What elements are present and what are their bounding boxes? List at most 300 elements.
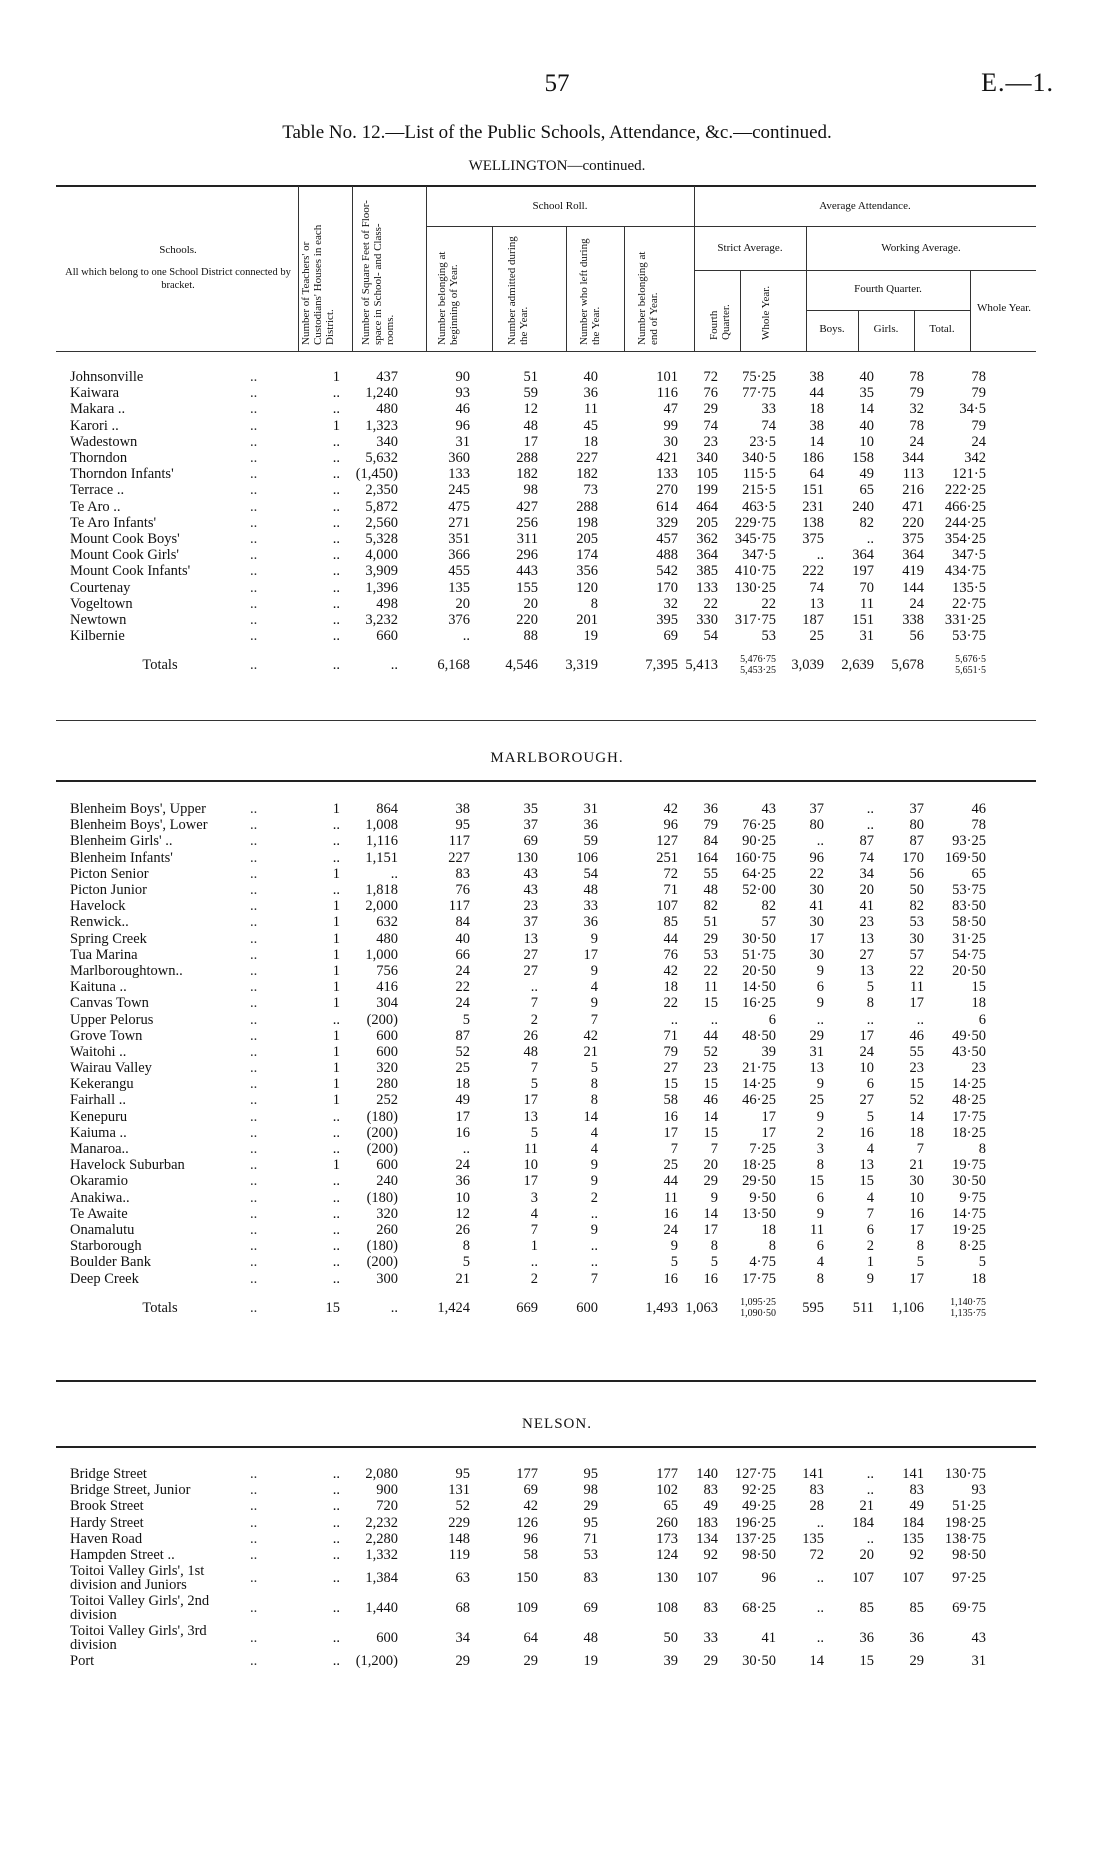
leader-dots: .. <box>250 433 258 450</box>
cell-h: 1 <box>332 930 340 947</box>
cell-end: 108 <box>656 1600 678 1617</box>
leader-dots: .. <box>250 1141 258 1158</box>
school-name: Kaiuma .. <box>70 1124 127 1141</box>
cell-wy: 53·75 <box>952 628 986 645</box>
total-h: .. <box>332 657 340 674</box>
cell-girls: 1 <box>866 1254 874 1271</box>
cell-sq: 300 <box>376 1270 398 1287</box>
totals-label: Totals <box>142 657 178 674</box>
table-row <box>70 850 986 866</box>
cell-adm: .. <box>530 1254 538 1271</box>
cell-wy: 93·25 <box>952 833 986 850</box>
school-name: Boulder Bank <box>70 1254 151 1271</box>
cell-adm: 109 <box>516 1600 538 1617</box>
cell-boys: 25 <box>809 1092 824 1109</box>
cell-beg: 24 <box>455 995 470 1012</box>
cell-girls: 40 <box>859 417 874 434</box>
cell-h: 1 <box>332 1027 340 1044</box>
cell-left: 36 <box>583 914 598 931</box>
cell-end: 71 <box>663 882 678 899</box>
leader-dots: .. <box>250 1299 258 1316</box>
cell-tot: 11 <box>910 979 924 996</box>
cell-sw: 77·75 <box>742 385 776 402</box>
cell-sw: 46·25 <box>742 1092 776 1109</box>
leader-dots: .. <box>250 1076 258 1093</box>
cell-sw: 43 <box>761 801 776 818</box>
cell-girls: 85 <box>859 1600 874 1617</box>
cell-girls: 107 <box>852 1570 874 1587</box>
cell-sq: (200) <box>366 1011 398 1028</box>
cell-s4: 48 <box>703 882 718 899</box>
cell-beg: 31 <box>455 433 470 450</box>
cell-girls: 34 <box>859 865 874 882</box>
col-divider <box>566 226 567 351</box>
total-adm: 4,546 <box>505 657 538 674</box>
leader-dots: .. <box>250 898 258 915</box>
leader-dots: .. <box>250 514 258 531</box>
cell-tot: 17 <box>909 1270 924 1287</box>
cell-adm: 69 <box>523 833 538 850</box>
cell-sq: (200) <box>366 1124 398 1141</box>
cell-end: 16 <box>663 1108 678 1125</box>
cell-girls: 27 <box>859 1092 874 1109</box>
cell-adm: 29 <box>523 1653 538 1670</box>
cell-end: 329 <box>656 514 678 531</box>
cell-sq: 320 <box>376 1060 398 1077</box>
cell-end: 79 <box>663 1043 678 1060</box>
cell-beg: 10 <box>455 1189 470 1206</box>
cell-boys: 222 <box>802 563 824 580</box>
table-row <box>70 1141 986 1157</box>
school-name: Makara .. <box>70 401 126 418</box>
cell-adm: 5 <box>530 1076 538 1093</box>
leader-dots: .. <box>250 1027 258 1044</box>
cell-end: 42 <box>663 801 678 818</box>
cell-end: 76 <box>663 946 678 963</box>
total-sq: .. <box>390 1299 398 1316</box>
table-row <box>70 1173 986 1189</box>
cell-sq: 1,240 <box>365 385 398 402</box>
cell-wy: 222·25 <box>944 482 986 499</box>
cell-sw: 196·25 <box>734 1514 776 1531</box>
cell-s4: 76 <box>703 385 718 402</box>
cell-sq: 1,323 <box>365 417 398 434</box>
total-boys: 3,039 <box>791 657 824 674</box>
cell-sw: 463·5 <box>742 498 776 515</box>
cell-sw: 17 <box>761 1108 776 1125</box>
total-strict-whole-year-a: 5,476·75 <box>740 654 776 666</box>
cell-s4: 84 <box>703 833 718 850</box>
cell-s4: 82 <box>703 898 718 915</box>
cell-h: .. <box>332 1600 340 1617</box>
cell-tot: 14 <box>909 1108 924 1125</box>
cell-tot: 21 <box>909 1157 924 1174</box>
cell-end: 542 <box>656 563 678 580</box>
school-name: Kenepuru <box>70 1108 128 1125</box>
cell-left: 9 <box>590 1221 598 1238</box>
cell-beg: 46 <box>455 401 470 418</box>
cell-tot: 57 <box>909 946 924 963</box>
cell-wy: 14·75 <box>952 1205 986 1222</box>
cell-boys: 187 <box>802 611 824 628</box>
cell-wy: 78 <box>971 369 986 386</box>
table-row <box>70 931 986 947</box>
cell-boys: 74 <box>809 579 824 596</box>
cell-girls: 158 <box>852 450 874 467</box>
cell-sw: 410·75 <box>734 563 776 580</box>
cell-left: 9 <box>590 995 598 1012</box>
cell-tot: 344 <box>902 450 924 467</box>
cell-end: 44 <box>663 930 678 947</box>
cell-adm: 2 <box>530 1270 538 1287</box>
school-name: Mount Cook Girls' <box>70 547 179 564</box>
cell-left: 71 <box>583 1530 598 1547</box>
cell-s4: 385 <box>696 563 718 580</box>
cell-wy: 49·50 <box>952 1027 986 1044</box>
school-name: Mount Cook Infants' <box>70 563 191 580</box>
cell-sw: 68·25 <box>742 1600 776 1617</box>
cell-h: .. <box>332 547 340 564</box>
cell-left: 8 <box>590 1092 598 1109</box>
cell-adm: 20 <box>523 595 538 612</box>
header-total: Total. <box>929 323 955 335</box>
cell-adm: 88 <box>523 628 538 645</box>
cell-adm: 5 <box>530 1124 538 1141</box>
cell-adm: 64 <box>523 1630 538 1647</box>
cell-tot: 113 <box>902 466 924 483</box>
cell-girls: 16 <box>859 1124 874 1141</box>
cell-wy: 6 <box>978 1011 986 1028</box>
cell-sw: 51·75 <box>742 946 776 963</box>
leader-dots: .. <box>250 1270 258 1287</box>
leader-dots: .. <box>250 369 258 386</box>
cell-s4: 92 <box>703 1547 718 1564</box>
cell-wy: 93 <box>971 1482 986 1499</box>
col-divider <box>298 186 299 351</box>
table-row <box>70 1060 986 1076</box>
cell-tot: 53 <box>909 914 924 931</box>
cell-boys: .. <box>816 1011 824 1028</box>
school-name: Grove Town <box>70 1027 143 1044</box>
cell-end: 9 <box>670 1238 678 1255</box>
cell-adm: 177 <box>516 1466 538 1483</box>
cell-s4: 16 <box>703 1270 718 1287</box>
cell-sq: 252 <box>376 1092 398 1109</box>
cell-sw: 137·25 <box>734 1530 776 1547</box>
cell-s4: 134 <box>696 1530 718 1547</box>
cell-boys: 44 <box>809 385 824 402</box>
header-strict-fourth-quarter: Fourth Quarter. <box>708 304 732 340</box>
cell-s4: 9 <box>710 1189 718 1206</box>
cell-h: 1 <box>332 946 340 963</box>
cell-left: 4 <box>590 1124 598 1141</box>
cell-wy: 23 <box>971 1060 986 1077</box>
cell-s4: 22 <box>703 595 718 612</box>
school-name: Thorndon <box>70 450 128 467</box>
cell-adm: 3 <box>530 1189 538 1206</box>
leader-dots: .. <box>250 1254 258 1271</box>
cell-end: 177 <box>656 1466 678 1483</box>
cell-beg: 119 <box>448 1547 470 1564</box>
table-row <box>70 1623 986 1653</box>
cell-sq: 437 <box>376 369 398 386</box>
leader-dots: .. <box>250 962 258 979</box>
cell-sq: 320 <box>376 1205 398 1222</box>
cell-sw: 18·25 <box>742 1157 776 1174</box>
cell-wy: 169·50 <box>944 849 986 866</box>
cell-s4: 107 <box>696 1570 718 1587</box>
header-roll-admitted: Number admitted during the Year. <box>506 236 530 345</box>
leader-dots: .. <box>250 1043 258 1060</box>
cell-left: 83 <box>583 1570 598 1587</box>
leader-dots: .. <box>250 1630 258 1647</box>
cell-adm: 69 <box>523 1482 538 1499</box>
cell-end: 50 <box>663 1630 678 1647</box>
cell-wy: 83·50 <box>952 898 986 915</box>
cell-left: 8 <box>590 595 598 612</box>
cell-adm: 130 <box>516 849 538 866</box>
cell-boys: 13 <box>809 595 824 612</box>
cell-sq: 1,332 <box>365 1547 398 1564</box>
cell-end: 42 <box>663 962 678 979</box>
cell-end: 18 <box>663 979 678 996</box>
table-row <box>70 1125 986 1141</box>
cell-sq: 498 <box>376 595 398 612</box>
cell-boys: 30 <box>809 882 824 899</box>
cell-left: 2 <box>590 1189 598 1206</box>
school-name: Haven Road <box>70 1530 143 1547</box>
cell-sw: 23·5 <box>749 433 776 450</box>
cell-boys: 30 <box>809 914 824 931</box>
cell-left: 11 <box>584 401 598 418</box>
cell-s4: 53 <box>703 946 718 963</box>
table-row <box>70 947 986 963</box>
cell-s4: 72 <box>703 369 718 386</box>
cell-h: .. <box>332 1466 340 1483</box>
cell-boys: 138 <box>802 514 824 531</box>
cell-s4: 49 <box>703 1498 718 1515</box>
leader-dots: .. <box>250 1238 258 1255</box>
cell-h: .. <box>332 401 340 418</box>
cell-sq: 2,350 <box>365 482 398 499</box>
cell-s4: 14 <box>703 1205 718 1222</box>
cell-sw: 92·25 <box>742 1482 776 1499</box>
cell-girls: 87 <box>859 833 874 850</box>
cell-girls: 40 <box>859 369 874 386</box>
cell-tot: 15 <box>909 1076 924 1093</box>
cell-h: .. <box>332 1238 340 1255</box>
cell-wy: 58·50 <box>952 914 986 931</box>
cell-left: 95 <box>583 1514 598 1531</box>
cell-boys: 186 <box>802 450 824 467</box>
cell-sw: 64·25 <box>742 865 776 882</box>
cell-adm: 2 <box>530 1011 538 1028</box>
cell-end: 30 <box>663 433 678 450</box>
cell-left: 182 <box>576 466 598 483</box>
cell-left: 54 <box>583 865 598 882</box>
leader-dots: .. <box>250 979 258 996</box>
cell-boys: .. <box>816 1600 824 1617</box>
cell-adm: 43 <box>523 882 538 899</box>
cell-wy: 347·5 <box>952 547 986 564</box>
cell-adm: 1 <box>530 1238 538 1255</box>
cell-left: 174 <box>576 547 598 564</box>
cell-sq: 1,151 <box>365 849 398 866</box>
cell-left: 36 <box>583 817 598 834</box>
cell-sw: 17·75 <box>742 1270 776 1287</box>
school-name: Brook Street <box>70 1498 144 1515</box>
cell-sw: 127·75 <box>734 1466 776 1483</box>
total-tot: 1,106 <box>891 1299 924 1316</box>
cell-adm: 7 <box>530 1060 538 1077</box>
cell-boys: 9 <box>816 995 824 1012</box>
table-row <box>70 1466 986 1482</box>
totals-row <box>70 644 986 676</box>
header-square-feet: Number of Square Feet of Floor-space in School- and Class-rooms. <box>360 200 396 345</box>
cell-girls: 6 <box>866 1076 874 1093</box>
cell-sw: 16·25 <box>742 995 776 1012</box>
cell-girls: .. <box>866 1011 874 1028</box>
total-end: 7,395 <box>645 657 678 674</box>
cell-boys: 375 <box>802 530 824 547</box>
cell-s4: 364 <box>696 547 718 564</box>
cell-left: 227 <box>576 450 598 467</box>
cell-end: 39 <box>663 1653 678 1670</box>
cell-wy: 30·50 <box>952 1173 986 1190</box>
school-name: Toitoi Valley Girls', 2nd division <box>70 1593 210 1624</box>
cell-sq: 720 <box>376 1498 398 1515</box>
cell-sw: 8 <box>768 1238 776 1255</box>
cell-boys: 28 <box>809 1498 824 1515</box>
header-teachers-houses: Number of Teachers' or Custodians' Houses in each District. <box>300 224 336 345</box>
table-row <box>70 1028 986 1044</box>
cell-wy: 78 <box>971 817 986 834</box>
cell-left: 73 <box>583 482 598 499</box>
cell-boys: 13 <box>809 1060 824 1077</box>
school-name: Kilbernie <box>70 628 125 645</box>
cell-s4: .. <box>710 1011 718 1028</box>
total-s4: 1,063 <box>685 1299 718 1316</box>
cell-tot: 5 <box>916 1254 924 1271</box>
cell-boys: 8 <box>816 1157 824 1174</box>
table-row <box>70 547 986 563</box>
cell-left: 40 <box>583 369 598 386</box>
table-row <box>70 385 986 401</box>
cell-girls: 184 <box>852 1514 874 1531</box>
cell-end: 24 <box>663 1221 678 1238</box>
header-roll-end: Number belonging at end of Year. <box>636 251 660 345</box>
cell-sw: 74 <box>761 417 776 434</box>
cell-wy: 43 <box>971 1630 986 1647</box>
cell-tot: 30 <box>909 1173 924 1190</box>
cell-s4: 83 <box>703 1482 718 1499</box>
cell-s4: 17 <box>703 1221 718 1238</box>
school-name: Te Aro .. <box>70 498 121 515</box>
header-top-rule <box>56 185 1036 187</box>
cell-sq: 756 <box>376 962 398 979</box>
cell-s4: 15 <box>703 1124 718 1141</box>
cell-h: .. <box>332 563 340 580</box>
leader-dots: .. <box>250 1189 258 1206</box>
school-name: Te Aro Infants' <box>70 514 157 531</box>
total-tot: 5,678 <box>891 657 924 674</box>
leader-dots: .. <box>250 1653 258 1670</box>
cell-girls: 13 <box>859 1157 874 1174</box>
cell-h: .. <box>332 1173 340 1190</box>
cell-boys: .. <box>816 1570 824 1587</box>
cell-end: 457 <box>656 530 678 547</box>
cell-sw: 39 <box>761 1043 776 1060</box>
cell-end: 101 <box>656 369 678 386</box>
leader-dots: .. <box>250 628 258 645</box>
cell-girls: .. <box>866 801 874 818</box>
cell-tot: 78 <box>909 417 924 434</box>
cell-end: 133 <box>656 466 678 483</box>
cell-h: .. <box>332 1108 340 1125</box>
table-row <box>70 1653 986 1669</box>
cell-left: 29 <box>583 1498 598 1515</box>
table-row <box>70 418 986 434</box>
cell-left: 48 <box>583 882 598 899</box>
cell-tot: 338 <box>902 611 924 628</box>
cell-beg: 135 <box>448 579 470 596</box>
cell-boys: 38 <box>809 369 824 386</box>
cell-beg: 96 <box>455 417 470 434</box>
cell-s4: 15 <box>703 1076 718 1093</box>
cell-h: .. <box>332 433 340 450</box>
leader-dots: .. <box>250 1092 258 1109</box>
cell-tot: 32 <box>909 401 924 418</box>
total-girls: 2,639 <box>841 657 874 674</box>
cell-beg: 24 <box>455 1157 470 1174</box>
region-title-marlborough: MARLBOROUGH. <box>490 750 624 766</box>
cell-left: 53 <box>583 1547 598 1564</box>
cell-girls: 21 <box>859 1498 874 1515</box>
cell-adm: 27 <box>523 946 538 963</box>
cell-end: 47 <box>663 401 678 418</box>
cell-s4: 55 <box>703 865 718 882</box>
cell-wy: 53·75 <box>952 882 986 899</box>
cell-wy: 34·5 <box>959 401 986 418</box>
cell-wy: 15 <box>971 979 986 996</box>
cell-beg: 21 <box>455 1270 470 1287</box>
leader-dots: .. <box>250 1547 258 1564</box>
total-h: 15 <box>325 1299 340 1316</box>
cell-beg: 17 <box>455 1108 470 1125</box>
school-name: Havelock Suburban <box>70 1157 185 1174</box>
cell-beg: 52 <box>455 1498 470 1515</box>
total-working-whole-year <box>924 1287 986 1319</box>
cell-boys: 83 <box>809 1482 824 1499</box>
cell-left: .. <box>590 1205 598 1222</box>
cell-wy: 466·25 <box>944 498 986 515</box>
cell-sq: 864 <box>376 801 398 818</box>
cell-boys: .. <box>816 1514 824 1531</box>
cell-tot: 23 <box>909 1060 924 1077</box>
cell-wy: 17·75 <box>952 1108 986 1125</box>
cell-h: .. <box>332 1270 340 1287</box>
header-strict-average: Strict Average. <box>717 242 783 254</box>
school-name: Te Awaite <box>70 1205 128 1222</box>
cell-left: 205 <box>576 530 598 547</box>
leader-dots: .. <box>250 1482 258 1499</box>
leader-dots: .. <box>250 914 258 931</box>
cell-h: .. <box>332 1189 340 1206</box>
cell-left: 69 <box>583 1600 598 1617</box>
cell-beg: 29 <box>455 1653 470 1670</box>
cell-girls: 4 <box>866 1141 874 1158</box>
cell-adm: 37 <box>523 914 538 931</box>
